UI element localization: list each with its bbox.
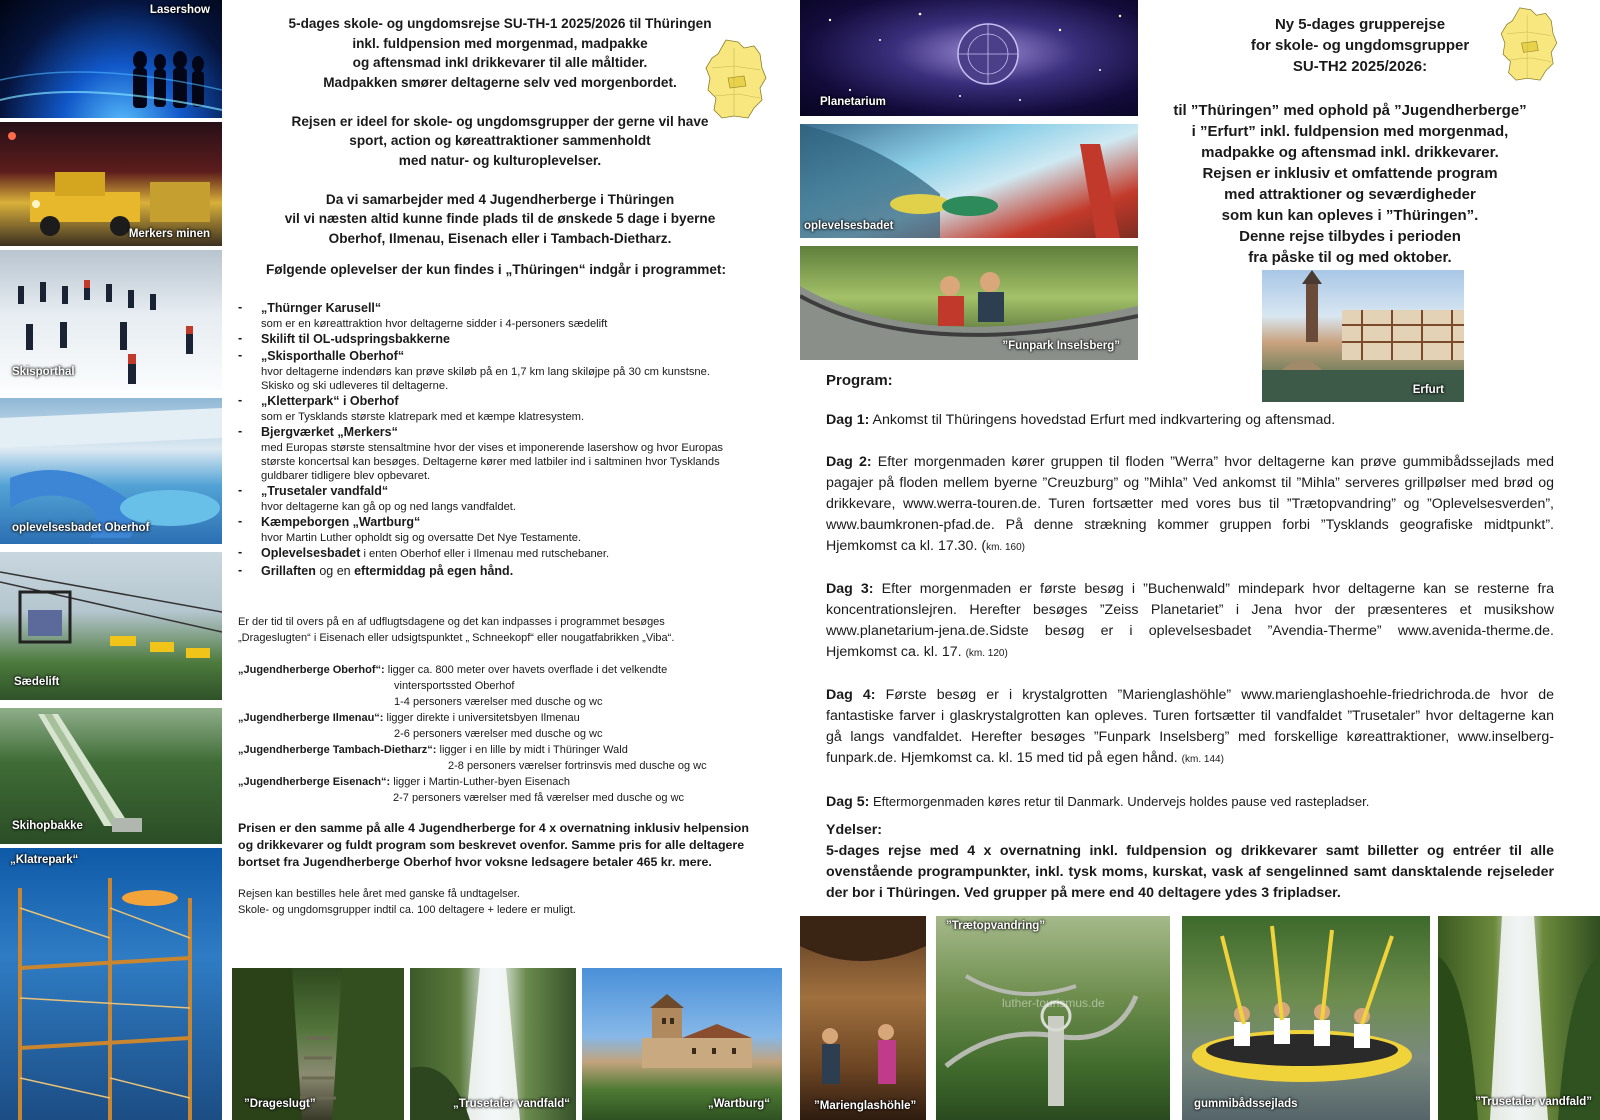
list-item: - „Kletterpark“ i Oberhof som er Tysklands største klatrepark med et kæmpe klatresystem.: [238, 393, 585, 423]
hostel-row: „Jugendherberge Ilmenau“: ligger direkte i universitetsbyen Ilmenau: [238, 712, 580, 724]
intro-paragraph-1: 5-dages skole- og ungdomsrejse SU-TH-1 2025/2026 til Thüringen inkl. fuldpension med morgenmad, madpakke og aftensmad inkl drikkevarer til alle måltider. Madpakken smører deltagerne selv ved morgenbordet.: [288, 16, 712, 90]
list-item: - Bjergværket „Merkers“ med Europas største stensaltmine hvor der vises et imponerende lasershow og hvor Europas største koncertsal kan besøges. Deltagerne kører med latbiler ind i saltminen hvor Tysklands guldbarer tidligere blev opbevaret.: [238, 424, 724, 482]
hostel-row: „Jugendherberge Tambach-Dietharz“: ligger i en lille by midt i Thüringer Wald: [238, 744, 628, 756]
photo-merkers-mine: [0, 122, 222, 246]
photo-wartburg: [582, 968, 782, 1120]
erfurt-bridge-illustration: [1262, 270, 1464, 402]
caption-lasershow: Lasershow: [149, 4, 210, 16]
photo-gummibaadssejlads: [1182, 916, 1430, 1120]
list-item: - „Trusetaler vandfald“ hvor deltagerne kan gå op og ned langs vandfaldet.: [238, 483, 517, 513]
caption-erfurt: Erfurt: [1412, 384, 1444, 396]
photo-klatrepark: [0, 848, 222, 1120]
rafting-illustration: [1182, 916, 1430, 1120]
photo-lasershow: [0, 0, 222, 118]
climbing-park-illustration: [0, 848, 222, 1120]
caption-traetopvandring: ”Trætopvandring”: [946, 920, 1046, 932]
hostel-list: „Jugendherberge Oberhof“: ligger ca. 800 meter over havets overflade i det velkendte vintersportssted Oberhof 1-4 personers værelser med dusche og wc „Jugendherberge Ilmenau“: ligger direkte i universitetsbyen Ilmenau 2-6 personers værelser med dusche og wc „Jugendherberge Tambach-Dietharz“: ligger i en lille by midt i Thüringer Wald 2-8 personers værelser fortrinsvis med dusche og wc „Jugendherberge Eisenach“: ligger i Martin-Luther-byen Eisenach 2-7 personers værelser med få værelser med dusche og wc: [238, 662, 778, 806]
list-item: - „Skisporthalle Oberhof“ hvor deltagerne indendørs kan prøve skiløb på en 1,7 km lang skiløjpe på 30 cm kunstsne. Skisko og ski udleveres til deltagerne.: [238, 348, 710, 392]
caption-marienglashoehle: ”Marienglashöhle”: [814, 1100, 917, 1112]
germany-map-thueringen-2: [1496, 6, 1562, 82]
photo-drageslugt: [232, 968, 404, 1120]
hostel-row: „Jugendherberge Eisenach“: ligger i Martin-Luther-byen Eisenach: [238, 776, 570, 788]
caption-skihopbakke: Skihopbakke: [12, 820, 83, 832]
program-days: [826, 410, 1554, 834]
photo-trusetaler-vandfald-2: [1438, 916, 1600, 1120]
booking-info: Rejsen kan bestilles hele året med ganske få undtagelser. Skole- og ungdomsgrupper indtil ca. 100 deltagere + ledere er muligt.: [238, 888, 576, 916]
caption-trusetaler-vandfald-2: ”Trusetaler vandfald”: [1475, 1096, 1592, 1108]
intro-text: [240, 14, 760, 268]
photo-traetopvandring: [936, 916, 1170, 1120]
treetop-walk-illustration: [936, 916, 1170, 1120]
caption-drageslugt: ”Drageslugt”: [244, 1098, 316, 1110]
right-intro-heading: Ny 5-dages grupperejse for skole- og ungdomsgrupper SU-TH2 2025/2026:: [1250, 16, 1470, 75]
oplevelser-heading: Følgende oplevelser der kun findes i „Thüringen“ indgår i programmet:: [266, 262, 726, 277]
photo-saedelift: [0, 552, 222, 700]
cave-illustration: [800, 916, 926, 1120]
ydelser: [826, 820, 1554, 904]
list-item: - Skilift til OL-udspringsbakkerne: [238, 331, 450, 346]
intro-paragraph-3: Da vi samarbejder med 4 Jugendherberge i Thüringen vil vi næsten altid kunne finde plads til de ønskede 5 dage i byerne Oberhof, Ilmenau, Eisenach eller i Tambach-Dietharz.: [284, 191, 716, 246]
caption-klatrepark: „Klatrepark“: [10, 854, 79, 866]
photo-oplevelsesbad-oberhof: [0, 398, 222, 544]
caption-saedelift: Sædelift: [14, 676, 60, 688]
ydelser-heading: Ydelser:: [826, 822, 882, 838]
caption-planetarium: Planetarium: [820, 96, 886, 108]
oplevelser-list: [238, 300, 778, 580]
ydelser-text: 5-dages rejse med 4 x overnatning inkl. fuldpension og drikkevarer samt billetter og entréer til alle ovenstående programpunkter, inkl. tysk moms, kurskat, vask af sengelinned samt dansktalende rejseleder der bor i Thüringen. Ved grupper på mere end 40 deltagere ydes 3 fripladser.: [826, 843, 1554, 901]
caption-merkers-mine: Merkers minen: [128, 228, 210, 240]
caption-oplevelsesbadet: oplevelsesbadet: [804, 220, 894, 232]
caption-gummibaadssejlads: gummibådssejlads: [1194, 1098, 1298, 1110]
photo-trusetaler-vandfald: [410, 968, 576, 1120]
germany-map-thueringen: [704, 38, 768, 120]
list-item: - Oplevelsesbadet i enten Oberhof eller i Ilmenau med rutschebaner.: [238, 545, 610, 560]
photo-skihopbakke: [0, 708, 222, 844]
photo-skisporthal: [0, 250, 222, 390]
caption-trusetaler-vandfald: „Trusetaler vandfald“: [453, 1098, 570, 1110]
day-2: Dag 2: Efter morgenmaden kører gruppen til floden ”Werra” hvor deltagerne kan prøve gummibådssejlads med pagajer på floden mellem byerne ”Creuzburg” og ”Mihla” Ved ankomst til ”Mihla” serveres grillpølser med brød og drikkevare, www.werra-touren.de. Turen fortsætter med vores bus til ”Trætopvandring” og ”Oplevelsesverden”, www.baumkronen-pfad.de. På denne strækning kommer gruppen forbi ”Tysklands geografiske midtpunkt”. Hjemkomst ca kl. 17.30. (km. 160): [826, 454, 1554, 554]
list-item: - „Thürnger Karusell“ som er en køreattraktion hvor deltagerne sidder i 4-personers sædelift: [238, 300, 608, 330]
day-4: Dag 4: Første besøg er i krystalgrotten ”Marienglashöhle” www.marienglashoehle-friedrichroda.de hvor de fantastiske farver i glaskrystalgrotten kan opleves. Turen fortsætter til vandfaldet ”Trusetaler” hvor deltagerne kan gå langs vandfaldet. Herefter besøges ”Funpark Inselsberg” med forskellige køreattraktioner, www.inselberg-funpark.de. Hjemkomst ca. kl. 15 med tid på egen hånd. (km. 144): [826, 687, 1554, 766]
day-1: Dag 1: Ankomst til Thüringens hovedstad Erfurt med indkvartering og aftensmad.: [826, 412, 1336, 428]
photo-marienglashoehle: [800, 916, 926, 1120]
intro-paragraph-2: Rejsen er ideel for skole- og ungdomsgrupper der gerne vil have sport, action og køreattraktioner sammenholdt med natur- og kulturoplevelser.: [291, 113, 709, 168]
price-info: Prisen er den samme på alle 4 Jugendherberge for 4 x overnatning inklusiv helpension og drikkevarer og fuldt program som beskrevet ovenfor. Samme pris for alle deltagere bortset fra Jugendherberge Oberhof hvor voksne ledsagere betaler 465 kr. mere.: [238, 821, 749, 869]
extra-excursions: Er der tid til overs på en af udflugtsdagene og det kan indpasses i programmet besøges „Drageslugten“ i Eisenach eller udsigtspunktet „ Schneekopf“ eller nougatfabrikken „Viba“.: [238, 616, 675, 644]
list-item: - Kæmpeborgen „Wartburg“ hvor Martin Luther opholdt sig og oversatte Det Nye Testamente.: [238, 514, 582, 544]
lasershow-illustration: [0, 0, 222, 118]
caption-wartburg: „Wartburg“: [707, 1098, 770, 1110]
watermark-text: luther-tourismus.de: [1002, 996, 1105, 1010]
caption-skisporthal: Skisporthal: [12, 366, 75, 378]
photo-oplevelsesbadet: [800, 124, 1138, 238]
photo-erfurt: [1262, 270, 1464, 402]
hostel-row: „Jugendherberge Oberhof“: ligger ca. 800 meter over havets overflade i det velkendte: [238, 664, 668, 676]
day-5: Dag 5: Eftermorgenmaden køres retur til Danmark. Undervejs holdes pause ved rastepladser.: [826, 794, 1370, 810]
right-intro-body: til ”Thüringen” med ophold på ”Jugendherberge” i ”Erfurt” inkl. fuldpension med morgenmad, madpakke og aftensmad inkl. drikkevarer. Rejsen er inklusiv et omfattende program med attraktioner og seværdigheder som kun kan opleves i ”Thüringen”. Denne rejse tilbydes i perioden fra påske til og med oktober.: [1173, 102, 1527, 266]
caption-oplevelsesbad-oberhof: oplevelsesbadet Oberhof: [12, 522, 150, 534]
caption-funpark-inselsberg: ”Funpark Inselsberg”: [1002, 340, 1120, 352]
day-3: Dag 3: Efter morgenmaden er første besøg i ”Buchenwald” mindepark hvor deltagerne kan se resterne fra koncentrationslejren. Herefter besøges ”Zeiss Planetariet” i Jena hvor der præsenteres et musikshow www.planetarium-jena.de.Sidste besøg er i oplevelsesbadet ”Avendia-Therme” www.avenida-therme.de. Hjemkomst ca. kl. 17. (km. 120): [826, 581, 1555, 660]
waterfall-illustration-2: [1438, 916, 1600, 1120]
photo-funpark-inselsberg: [800, 246, 1138, 360]
program-heading: Program:: [826, 372, 893, 389]
list-item: - Grillaften og en eftermiddag på egen hånd.: [238, 563, 514, 578]
photo-planetarium: [800, 0, 1138, 116]
